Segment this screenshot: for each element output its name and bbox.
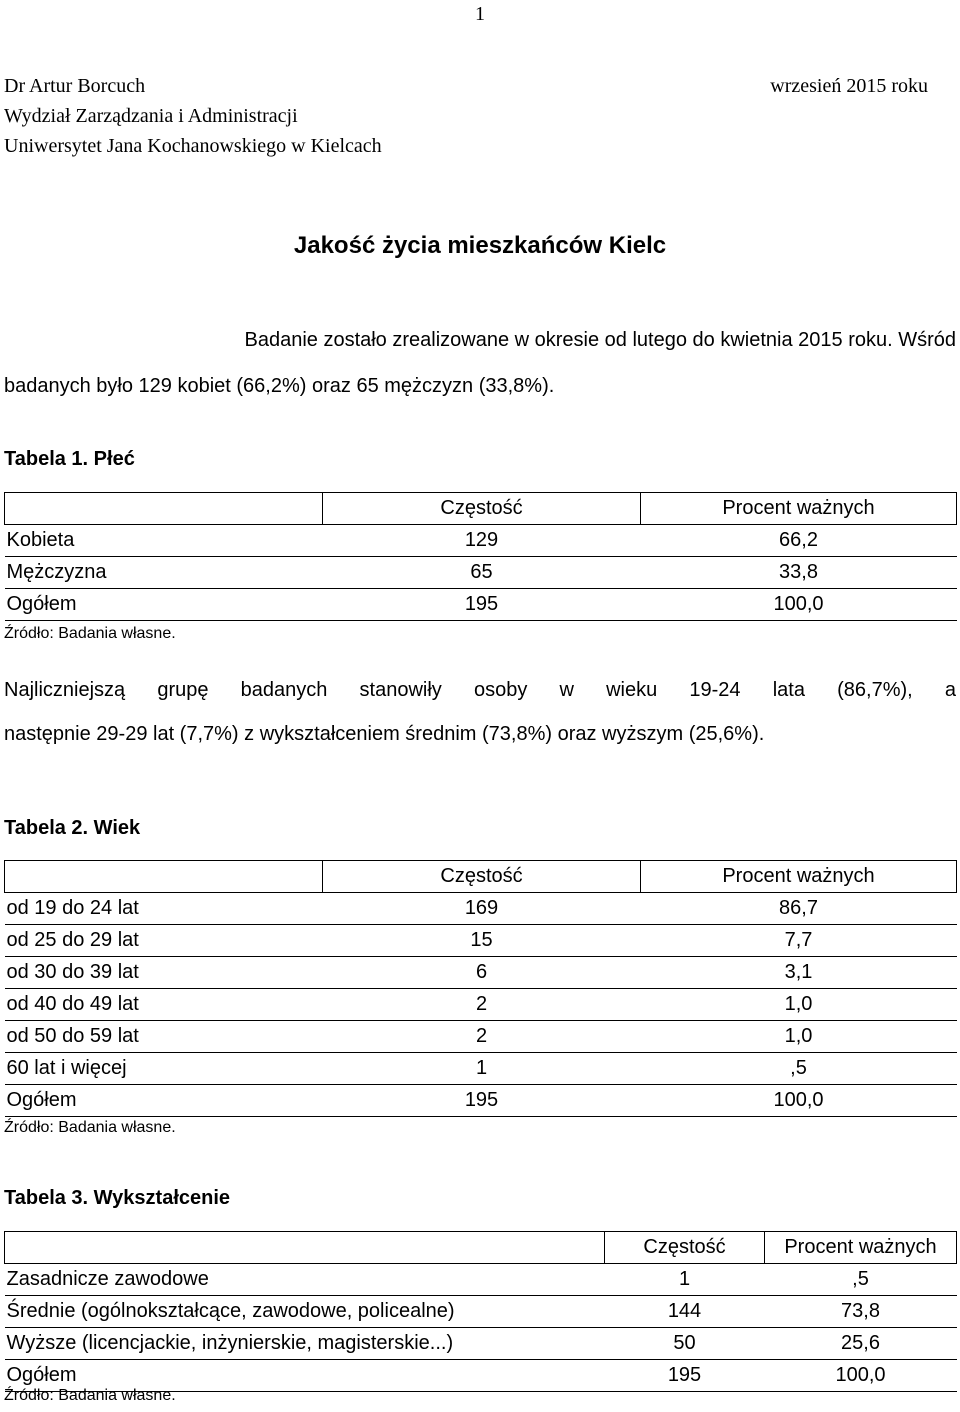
table-cell: 50 [605, 1328, 765, 1360]
table-cell: Ogółem [5, 1085, 323, 1117]
table-header-cell: Częstość [323, 493, 641, 525]
table-row [5, 1053, 957, 1085]
table-cell: 2 [323, 989, 641, 1021]
table-header-cell: Częstość [323, 861, 641, 893]
paragraph-2-line-2: następnie 29-29 lat (7,7%) z wykształceniem średnim (73,8%) oraz wyższym (25,6%). [4, 723, 765, 745]
table-2 [4, 860, 957, 1117]
table-3-caption: Tabela 3. Wykształcenie [4, 1187, 231, 1209]
table-cell: 1 [605, 1264, 765, 1296]
table-row [5, 989, 957, 1021]
table-cell: Ogółem [5, 1360, 605, 1392]
table-1-source: Źródło: Badania własne. [4, 625, 176, 642]
table-1-caption: Tabela 1. Płeć [4, 448, 135, 470]
intro-line-2: badanych było 129 kobiet (66,2%) oraz 65 mężczyzn (33,8%). [4, 375, 555, 397]
table-row [5, 525, 957, 557]
table-cell: 2 [323, 1021, 641, 1053]
table-cell: Zasadnicze zawodowe [5, 1264, 605, 1296]
table-cell: od 30 do 39 lat [5, 957, 323, 989]
table-cell: 60 lat i więcej [5, 1053, 323, 1085]
table-row [5, 893, 957, 925]
table-cell: 100,0 [765, 1360, 957, 1392]
table-cell: ,5 [641, 1053, 957, 1085]
table-cell: 3,1 [641, 957, 957, 989]
table-1 [4, 492, 957, 621]
table-cell: 33,8 [641, 557, 957, 589]
table-header-cell: Częstość [605, 1232, 765, 1264]
table-cell: 195 [323, 1085, 641, 1117]
table-header-cell [5, 861, 323, 893]
table-cell: 86,7 [641, 893, 957, 925]
table-header-row [5, 1232, 957, 1264]
table-row [5, 1085, 957, 1117]
table-header-row [5, 861, 957, 893]
table-cell: 25,6 [765, 1328, 957, 1360]
table-cell: 1,0 [641, 989, 957, 1021]
paragraph-2-line-1: Najliczniejszą grupę badanych stanowiły osoby w wieku 19-24 lata (86,7%), a [4, 679, 956, 701]
table-row [5, 1264, 957, 1296]
table-cell: 15 [323, 925, 641, 957]
table-cell: 6 [323, 957, 641, 989]
table-header-cell: Procent ważnych [641, 861, 957, 893]
table-row [5, 1328, 957, 1360]
table-cell: 169 [323, 893, 641, 925]
table-cell: ,5 [765, 1264, 957, 1296]
table-3 [4, 1231, 957, 1392]
table-cell: od 25 do 29 lat [5, 925, 323, 957]
table-cell: 144 [605, 1296, 765, 1328]
document-title: Jakość życia mieszkańców Kielc [293, 232, 667, 259]
table-cell: 66,2 [641, 525, 957, 557]
intro-line-1: Badanie zostało zrealizowane w okresie od lutego do kwietnia 2015 roku. Wśród [244, 329, 956, 351]
table-cell: Średnie (ogólnokształcące, zawodowe, policealne) [5, 1296, 605, 1328]
table-cell: 100,0 [641, 1085, 957, 1117]
table-row [5, 1296, 957, 1328]
table-cell: 1,0 [641, 1021, 957, 1053]
document-date: wrzesień 2015 roku [770, 75, 928, 97]
table-cell: Wyższe (licencjackie, inżynierskie, magisterskie...) [5, 1328, 605, 1360]
table-header-cell [5, 493, 323, 525]
table-cell: Ogółem [5, 589, 323, 621]
table-cell: 195 [323, 589, 641, 621]
table-header-row [5, 493, 957, 525]
table-cell: 73,8 [765, 1296, 957, 1328]
table-header-cell [5, 1232, 605, 1264]
table-2-source: Źródło: Badania własne. [4, 1119, 176, 1136]
table-cell: Kobieta [5, 525, 323, 557]
table-cell: od 19 do 24 lat [5, 893, 323, 925]
table-cell: od 50 do 59 lat [5, 1021, 323, 1053]
page-number: 1 [475, 3, 485, 25]
table-row [5, 957, 957, 989]
table-row [5, 925, 957, 957]
table-3-source: Źródło: Badania własne. [4, 1387, 176, 1404]
table-cell: 100,0 [641, 589, 957, 621]
table-2-caption: Tabela 2. Wiek [4, 817, 141, 839]
author-name: Dr Artur Borcuch [4, 75, 146, 97]
table-cell: 129 [323, 525, 641, 557]
faculty-name: Wydział Zarządzania i Administracji [4, 105, 298, 127]
table-row [5, 557, 957, 589]
table-header-cell: Procent ważnych [641, 493, 957, 525]
table-cell: 7,7 [641, 925, 957, 957]
table-row [5, 1021, 957, 1053]
table-row [5, 589, 957, 621]
university-name: Uniwersytet Jana Kochanowskiego w Kielcach [4, 135, 382, 157]
table-cell: od 40 do 49 lat [5, 989, 323, 1021]
table-cell: 195 [605, 1360, 765, 1392]
table-cell: 1 [323, 1053, 641, 1085]
table-cell: Mężczyzna [5, 557, 323, 589]
table-header-cell: Procent ważnych [765, 1232, 957, 1264]
table-cell: 65 [323, 557, 641, 589]
